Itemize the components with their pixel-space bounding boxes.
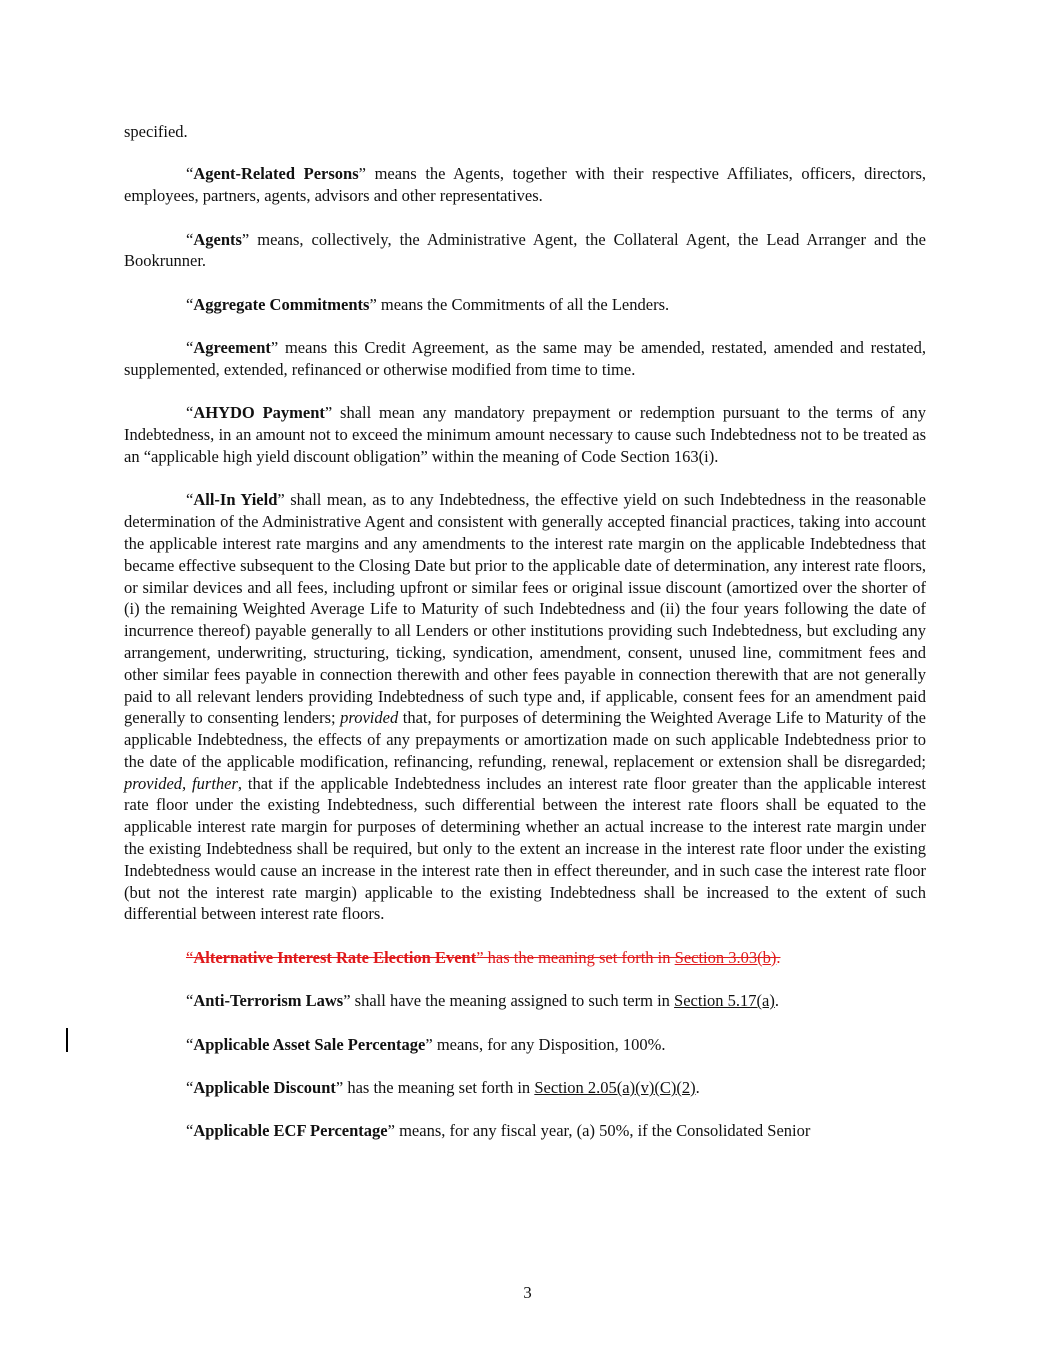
proviso-further-italic: provided, further (124, 773, 238, 793)
definition-ahydo-payment: “AHYDO Payment” shall mean any mandatory prepayment or redemption pursuant to the terms of any Indebtedness, in an amount not to exceed the minimum amount necessary to cause such Indebtedness not to be treated as an “applicable high yield discount obligation” within the meaning of Code Section 163(i). (124, 403, 927, 466)
section-reference: Section 3.03(b) (674, 947, 777, 967)
defined-term: Agent-Related Persons (193, 164, 359, 184)
defined-term: All-In Yield (193, 490, 278, 510)
defined-term: Applicable ECF Percentage (193, 1121, 388, 1141)
section-reference: Section 5.17(a) (674, 991, 775, 1011)
definition-alternative-interest-rate-election-event-deleted: “Alternative Interest Rate Election Event” has the meaning set forth in Section 3.03(b). (186, 947, 781, 967)
definition-aggregate-commitments: “Aggregate Commitments” means the Commitments of all the Lenders. (186, 294, 670, 314)
proviso-italic: provided (340, 708, 399, 728)
definition-anti-terrorism-laws: “Anti-Terrorism Laws” shall have the meaning assigned to such term in Section 5.17(a). (186, 991, 779, 1011)
definition-applicable-asset-sale-percentage: “Applicable Asset Sale Percentage” means, for any Disposition, 100%. (186, 1034, 666, 1054)
definition-all-in-yield: “All-In Yield” shall mean, as to any Indebtedness, the effective yield on such Indebtedness in the reasonable determination of the Administrative Agent and consistent with generally accepted financial practices, taking into account the applicable interest rate margins and any amendments to the interest rate margin on the applicable Indebtedness that became effective subsequent to the Closing Date but prior to the applicable date of determination, any interest rate floors, or similar devices and all fees, including upfront or similar fees or original issue discount (amortized over the shorter of (i) the remaining Weighted Average Life to Maturity of such Indebtedness and (ii) the four years following the date of incurrence thereof) payable generally to all Lenders or other institutions providing such Indebtedness, but excluding any arrangement, underwriting, structuring, ticking, syndication, amendment, consent, unused line, commitment fees and other similar fees payable in connection therewith and other fees payable in connection therewith that are not generally paid to all relevant lenders providing Indebtedness of such type and, if applicable, consent fees for an amendment paid generally to consenting lenders; provided that, for purposes of determining the Weighted Average Life to Maturity of the applicable Indebtedness, the effects of any prepayments or amortization made on such applicable Indebtedness prior to the date of the applicable modification, refinancing, refunding, renewal, replacement or extension shall be disregarded; provided, further, that if the applicable Indebtedness includes an interest rate floor greater than the applicable interest rate floor under the existing Indebtedness, such differential between the interest rate floors shall be equated to the applicable interest rate margin for purposes of determining whether an actual increase to the interest rate margin under the existing Indebtedness shall be required, but only to the extent an increase in the interest rate floor under the existing Indebtedness would cause an increase in the interest rate then in effect thereunder, and in such case the interest rate floor (but not the interest rate margin) applicable to the existing Indebtedness shall be increased to the extent of such differential between interest rate floors. (124, 490, 927, 924)
defined-term: Agents (193, 229, 242, 249)
definition-agent-related-persons: “Agent-Related Persons” means the Agents, together with their respective Affiliates, officers, directors, employees, partners, agents, advisors and other representatives. (124, 164, 927, 206)
defined-term: Alternative Interest Rate Election Event (193, 947, 477, 967)
definition-agreement: “Agreement” means this Credit Agreement, as the same may be amended, restated, amended and restated, supplemented, extended, refinanced or otherwise modified from time to time. (124, 338, 926, 379)
definition-applicable-ecf-percentage: “Applicable ECF Percentage” means, for any fiscal year, (a) 50%, if the Consolidated Senior (186, 1121, 811, 1141)
page-number: 3 (523, 1283, 532, 1302)
change-bar (66, 1028, 68, 1052)
definition-agents: “Agents” means, collectively, the Administrative Agent, the Collateral Agent, the Lead Arranger and the Bookrunner. (124, 229, 926, 271)
defined-term: Applicable Discount (193, 1078, 336, 1098)
definition-applicable-discount: “Applicable Discount” has the meaning set forth in Section 2.05(a)(v)(C)(2). (186, 1078, 700, 1098)
carryover-text: specified. (124, 122, 188, 141)
defined-term: AHYDO Payment (193, 403, 325, 423)
defined-term: Agreement (193, 338, 271, 358)
section-reference: Section 2.05(a)(v)(C)(2) (534, 1078, 696, 1098)
defined-term: Anti-Terrorism Laws (193, 991, 344, 1011)
defined-term: Aggregate Commitments (193, 294, 370, 314)
document-body (124, 121, 926, 1164)
defined-term: Applicable Asset Sale Percentage (193, 1034, 426, 1054)
